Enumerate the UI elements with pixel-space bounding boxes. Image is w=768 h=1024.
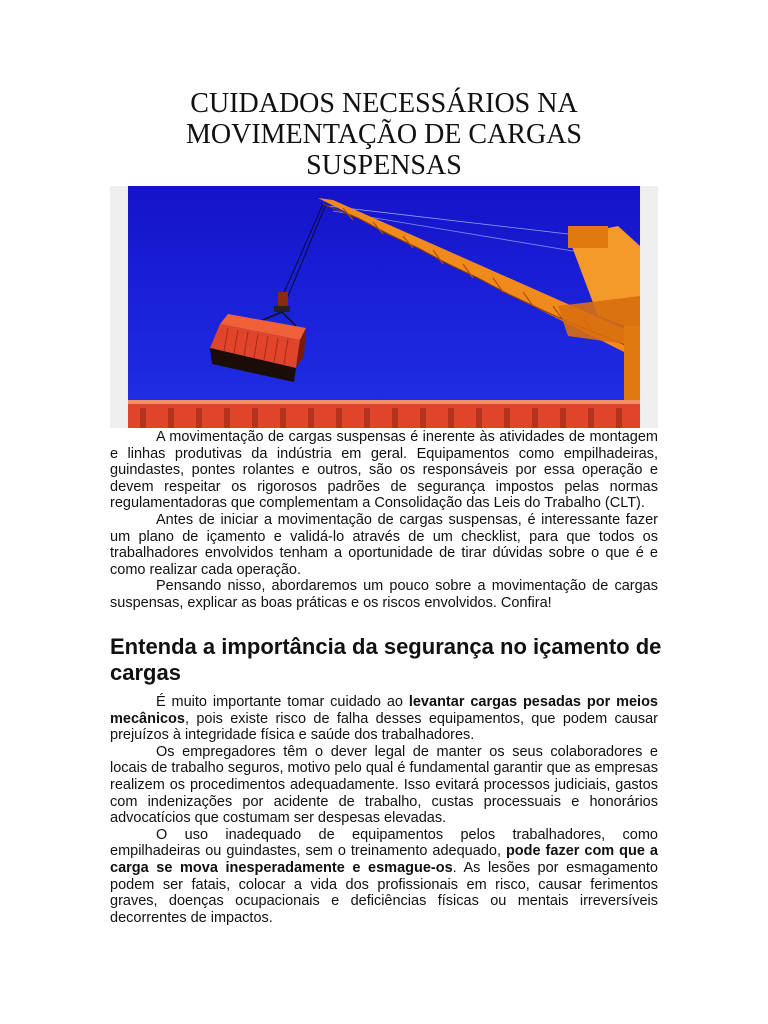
section-paragraph-3-end: . As lesões por esmagamento podem ser fatais, colocar a vida dos profissionais em risco, causar ferimentos graves, doenças ocupacionais e deficiências físicas ou mentais irreversíveis decorrentes de impactos. <box>110 859 658 926</box>
section-paragraph-1-start: É muito importante tomar cuidado ao <box>156 694 409 710</box>
section-paragraph-2: Os empregadores têm o dever legal de manter os seus colaboradores e locais de trabalho seguros, motivo pelo qual é fundamental garantir que as empresas realizem os procedimentos adequadamente. Isso evitará processos judiciais, gastos com indenizações por acidente de trabalho, custas processuais e honorários advocatícios que costumam ser despesas elevadas. <box>110 743 658 827</box>
section-paragraph-3-bold: pode fazer com que a carga se mova inesperadamente e esmague-os <box>110 843 658 876</box>
section-paragraph-1-end: , pois existe risco de falha desses equipamentos, que podem causar prejuízos à integridade física e saúde dos trabalhadores. <box>110 710 658 744</box>
crane-lifting-container-icon <box>128 186 640 428</box>
intro-paragraph-2: Antes de iniciar a movimentação de cargas suspensas, é interessante fazer um plano de içamento e validá-lo através de um checklist, para que todos os trabalhadores envolvidos tenham a oportunidade de tirar dúvidas sobre o que é e como realizar cada operação. <box>110 511 658 578</box>
section-text <box>110 694 658 926</box>
intro-paragraph-1: A movimentação de cargas suspensas é inerente às atividades de montagem e linhas produtivas da indústria em geral. Equipamentos como empilhadeiras, guindastes, pontes rolantes e outros, são os responsáveis por essa operação e devem respeitar os rigorosos padrões de segurança impostos pelas normas regulamentadoras que complementam a Consolidação das Leis do Trabalho (CLT). <box>110 429 658 512</box>
section-paragraph-3 <box>110 827 658 927</box>
section-paragraph-1 <box>110 694 658 744</box>
section-paragraph-1-bold: levantar cargas pesadas por meios mecânicos <box>110 694 658 727</box>
section-paragraph-3-start: O uso inadequado de equipamentos pelos trabalhadores, como empilhadeiras ou guindastes, sem o treinamento adequado, <box>110 826 658 860</box>
document-title: CUIDADOS NECESSÁRIOS NA MOVIMENTAÇÃO DE CARGAS SUSPENSAS <box>186 88 582 181</box>
section-heading: Entenda a importância da segurança no içamento de cargas <box>110 634 662 685</box>
intro-text <box>110 429 658 612</box>
crane-photo <box>110 186 658 428</box>
intro-paragraph-3: Pensando nisso, abordaremos um pouco sobre a movimentação de cargas suspensas, explicar as boas práticas e os riscos envolvidos. Confira! <box>110 578 658 611</box>
